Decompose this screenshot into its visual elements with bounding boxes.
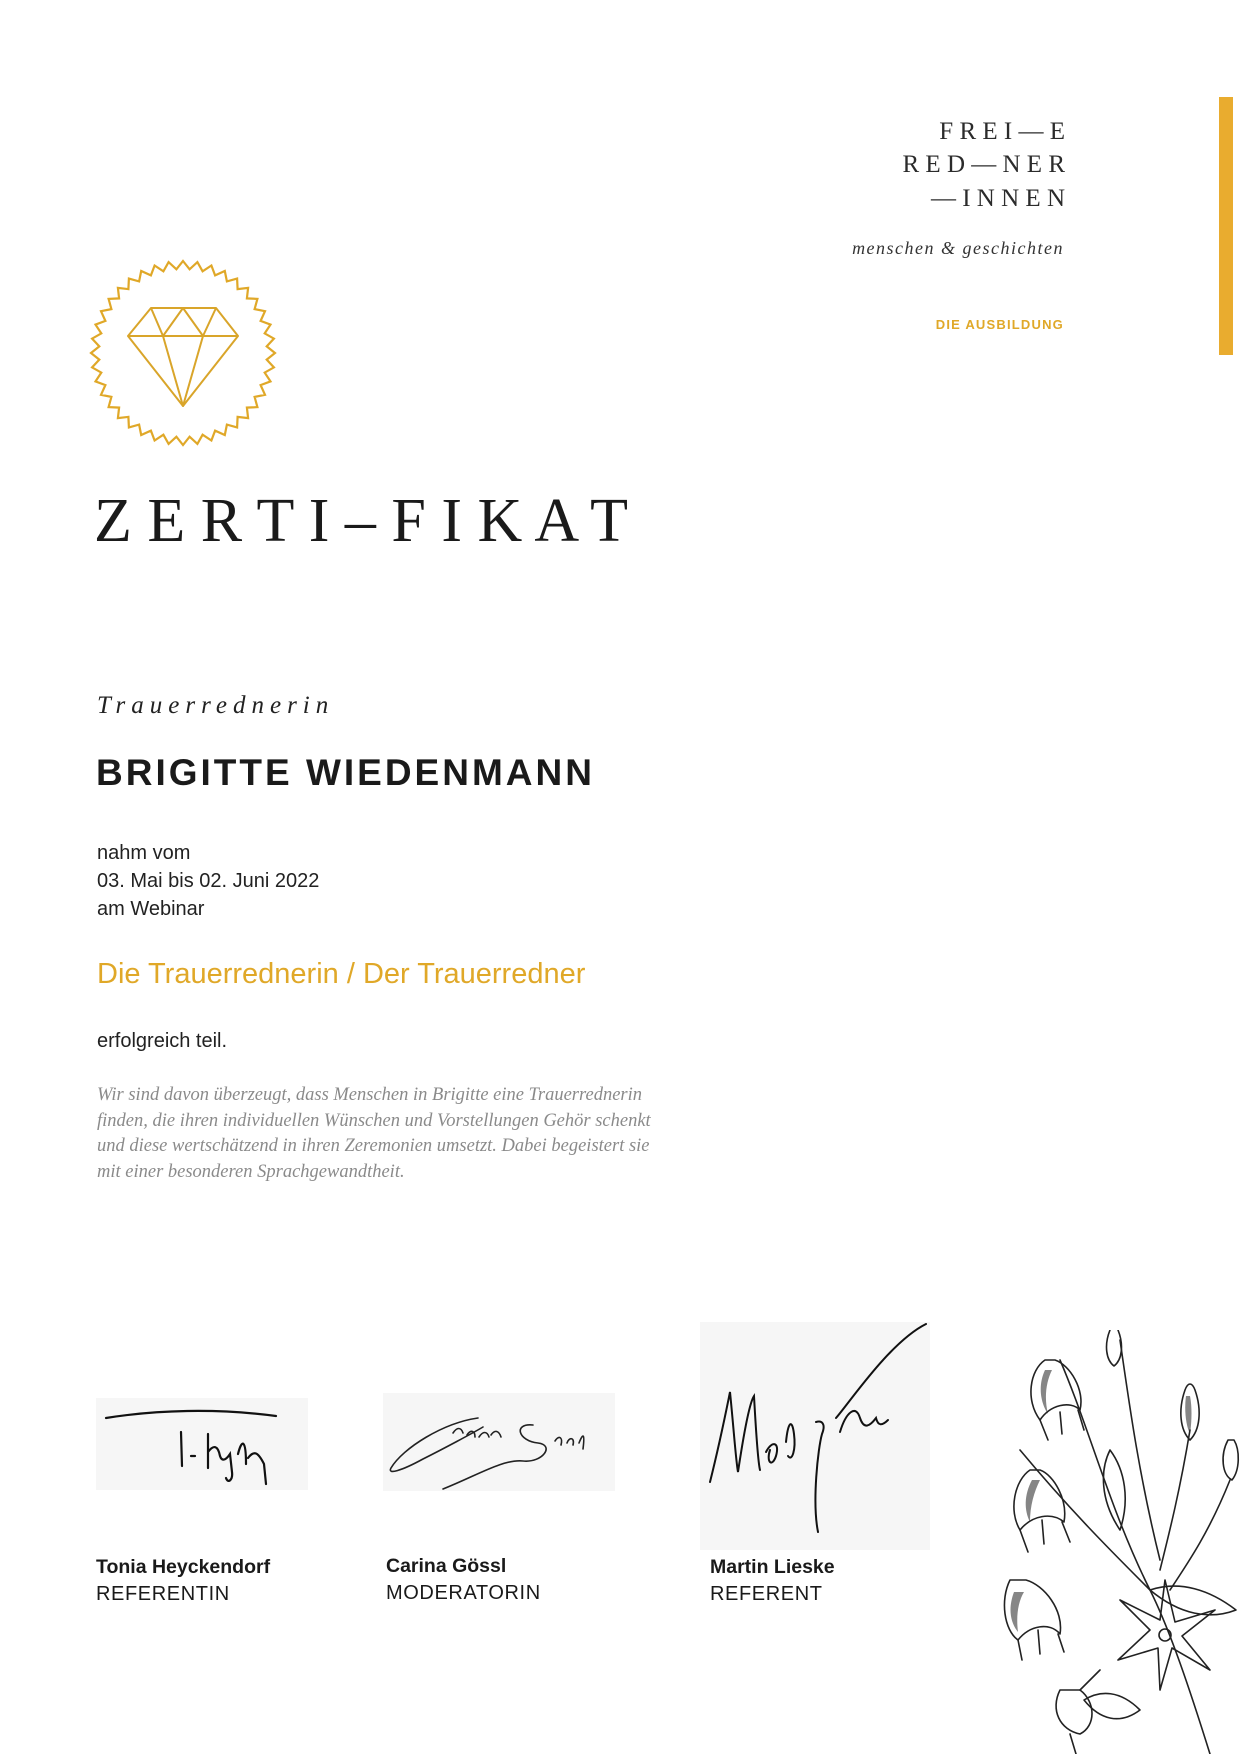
signer-name-1: Tonia Heyckendorf — [96, 1556, 271, 1578]
logo-line-3: — I N N E N — [930, 185, 1065, 212]
signer-role-3: REFERENT — [710, 1583, 823, 1605]
text-line-3: am Webinar — [97, 898, 205, 920]
signature-goessl — [383, 1393, 615, 1491]
logo-tagline: menschen & geschichten — [852, 238, 1064, 258]
flower-illustration-icon — [1000, 1330, 1240, 1754]
accent-bar — [1219, 97, 1233, 355]
logo-subtitle: DIE AUSBILDUNG — [935, 317, 1064, 332]
quote-text: Wir sind davon überzeugt, dass Menschen in Brigitte eine Trauerrednerin finden, die ihren individuellen Wünschen und Vorstellungen Gehör schenkt und diese wertschätzend in ihren Zeremonien umsetzt. Dabei begeistert sie mit einer besonderen Sprachgewandtheit. — [97, 1085, 651, 1182]
certificate-title: Z E R T I – F I K A T — [94, 487, 628, 555]
diamond-icon — [128, 308, 238, 406]
recipient-role: Trauerrednerin — [97, 692, 335, 719]
logo-line-2: R E D — N E R — [902, 151, 1065, 178]
signature-lieske — [700, 1322, 930, 1550]
recipient-name: BRIGITTE WIEDENMANN — [96, 752, 595, 793]
text-line-2: 03. Mai bis 02. Juni 2022 — [97, 870, 320, 892]
logo-line-1: F R E I — E — [939, 118, 1065, 145]
signer-name-3: Martin Lieske — [710, 1556, 835, 1578]
course-title: Die Trauerrednerin / Der Trauerredner — [97, 958, 586, 990]
result-text: erfolgreich teil. — [97, 1030, 228, 1052]
signature-heyckendorf — [96, 1398, 308, 1490]
text-line-1: nahm vom — [97, 842, 191, 864]
diamond-seal — [88, 258, 278, 448]
signer-name-2: Carina Gössl — [386, 1555, 507, 1577]
signer-role-2: MODERATORIN — [386, 1582, 541, 1604]
signer-role-1: REFERENTIN — [96, 1583, 230, 1605]
